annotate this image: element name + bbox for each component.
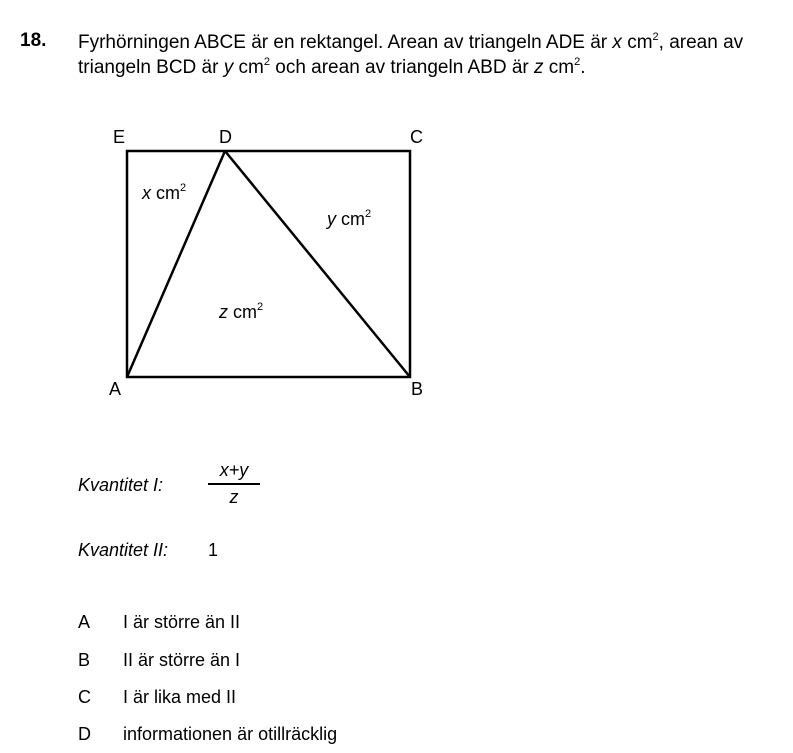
option-letter: C [78, 687, 91, 707]
variable-x: x [612, 32, 622, 53]
question-text-part: , arean av [658, 32, 744, 53]
variable-z: z [534, 57, 544, 78]
option-letter: D [78, 724, 91, 744]
area-variable: x [142, 183, 151, 203]
area-unit: cm [156, 183, 181, 203]
point-label-e: E [113, 127, 126, 147]
option-letter: A [78, 612, 91, 632]
exponent: 2 [652, 31, 659, 43]
segment-db [225, 151, 410, 377]
exponent: 2 [574, 56, 581, 68]
quantity-1-label: Kvantitet I: [78, 475, 164, 495]
fraction-denominator: z [229, 486, 239, 507]
option-a[interactable] [78, 612, 240, 633]
area-exponent: 2 [365, 208, 372, 220]
variable-y: y [223, 57, 234, 78]
area-label-x [142, 183, 186, 204]
option-c[interactable] [78, 687, 236, 708]
option-d[interactable] [78, 724, 337, 745]
option-b[interactable] [78, 650, 240, 671]
area-exponent: 2 [180, 182, 187, 194]
fraction-numerator: x+y [219, 460, 249, 480]
option-text: informationen är otillräcklig [123, 724, 338, 744]
area-label-z [219, 302, 263, 323]
area-label-y [327, 209, 371, 230]
unit: cm [627, 32, 653, 53]
quantity-2-label: Kvantitet II: [78, 540, 169, 560]
option-text: I är större än II [123, 612, 241, 632]
unit: cm [548, 57, 575, 78]
quantity-2-value: 1 [208, 540, 219, 560]
question-text-part: . [580, 57, 586, 78]
area-unit: cm [341, 209, 366, 229]
area-variable: y [327, 209, 336, 229]
option-letter: B [78, 650, 91, 670]
area-unit: cm [233, 302, 258, 322]
point-label-c: C [410, 127, 423, 147]
option-text: I är lika med II [123, 687, 237, 707]
unit: cm [238, 57, 264, 78]
point-label-a: A [109, 379, 122, 399]
question-text-part: och arean av triangeln ABD är [269, 57, 535, 78]
option-text: II är större än I [123, 650, 241, 670]
point-label-d: D [219, 127, 232, 147]
question-text-part: triangeln BCD är [78, 57, 224, 78]
area-exponent: 2 [257, 301, 264, 313]
question-text-part: Fyrhörningen ABCE är en rektangel. Arean av triangeln ADE är [78, 32, 613, 53]
exponent: 2 [263, 56, 270, 68]
area-variable: z [219, 302, 228, 322]
quantity-1-fraction [208, 460, 260, 508]
point-label-b: B [411, 379, 424, 399]
question-number: 18. [20, 30, 47, 51]
